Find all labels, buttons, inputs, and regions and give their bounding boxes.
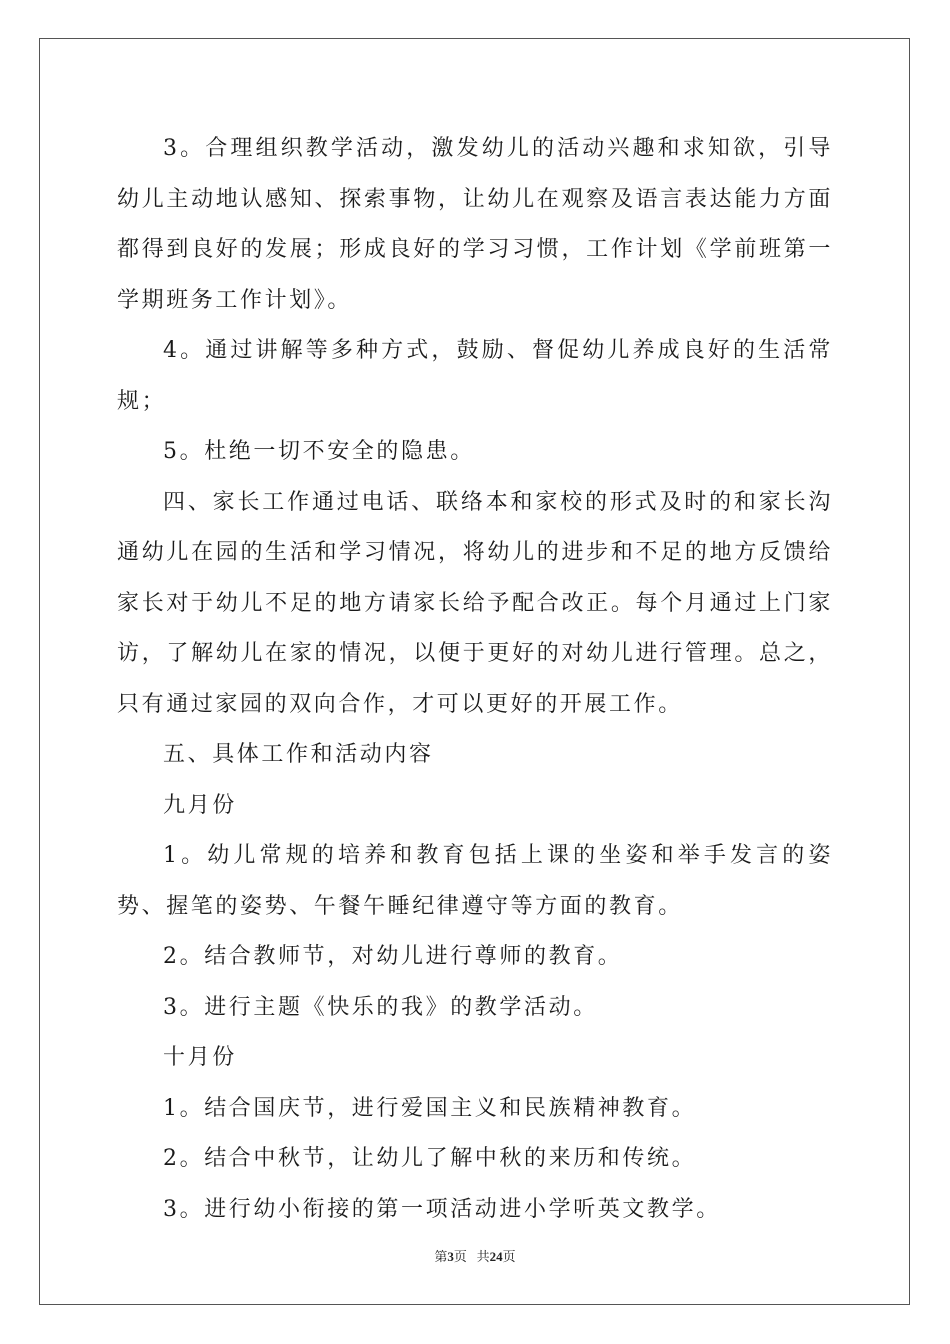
- september-item-1: 1。幼儿常规的培养和教育包括上课的坐姿和举手发言的姿势、握笔的姿势、午餐午睡纪律遵守等方面的教育。: [117, 843, 833, 919]
- month-heading-september: 九月份: [163, 792, 237, 818]
- section-parent-work: 四、家长工作通过电话、联络本和家校的形式及时的和家长沟通幼儿在园的生活和学习情况，将幼儿的进步和不足的地方反馈给家长对于幼儿不足的地方请家长给予配合改正。每个月通过上门家访，了解幼儿在家的情况，以便于更好的对幼儿进行管理。总之，只有通过家园的双向合作，才可以更好的开展工作。: [117, 489, 833, 717]
- total-suffix: 页: [502, 1249, 516, 1264]
- paragraph-item-5: 5。杜绝一切不安全的隐患。: [163, 439, 475, 464]
- section-heading-activities: 五、具体工作和活动内容: [163, 742, 434, 767]
- page-prefix: 第: [434, 1249, 448, 1264]
- october-item-1: 1。结合国庆节，进行爱国主义和民族精神教育。: [163, 1095, 697, 1121]
- paragraph-item-4: 4。通过讲解等多种方式，鼓励、督促幼儿养成良好的生活常规；: [117, 338, 833, 414]
- september-item-3: 3。进行主题《快乐的我》的教学活动。: [163, 994, 598, 1020]
- october-item-2: 2。结合中秋节，让幼儿了解中秋的来历和传统。: [163, 1146, 697, 1171]
- document-body: [117, 124, 833, 1235]
- september-item-2: 2。结合教师节，对幼儿进行尊师的教育。: [163, 944, 623, 969]
- total-prefix: 共: [476, 1249, 490, 1264]
- page-footer: [0, 1246, 950, 1265]
- page-suffix: 页: [453, 1249, 467, 1264]
- october-item-3: 3。进行幼小衔接的第一项活动进小学听英文教学。: [163, 1196, 721, 1222]
- paragraph-item-3: 3。合理组织教学活动，激发幼儿的活动兴趣和求知欲，引导幼儿主动地认感知、探索事物，让幼儿在观察及语言表达能力方面都得到良好的发展；形成良好的学习习惯，工作计划《学前班第一学期班务工作计划》。: [117, 136, 833, 313]
- page-number: 3: [447, 1249, 454, 1264]
- month-heading-october: 十月份: [163, 1045, 237, 1070]
- total-pages: 24: [489, 1249, 503, 1264]
